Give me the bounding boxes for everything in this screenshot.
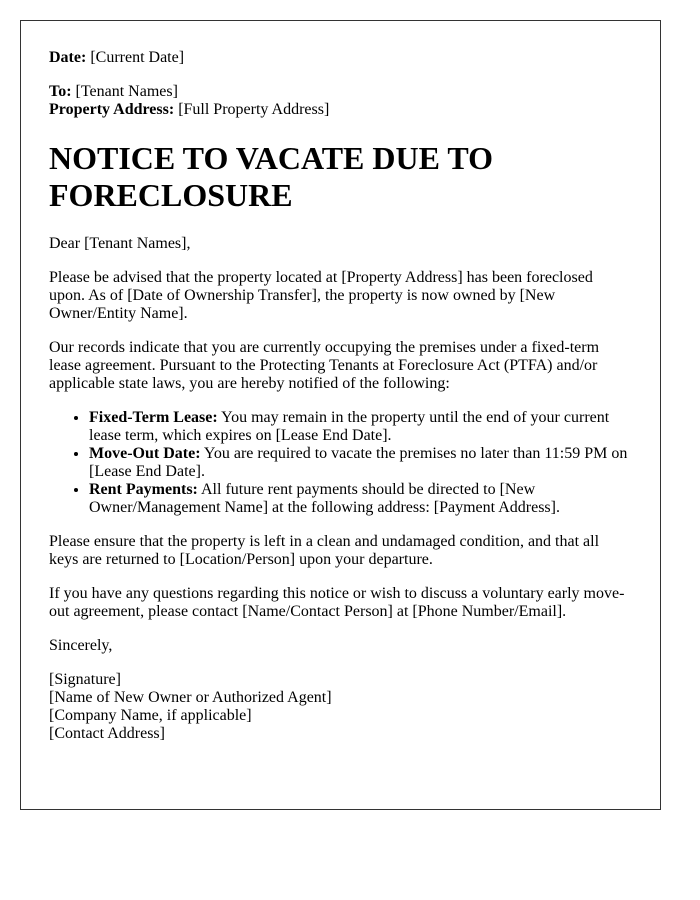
list-item-text: You may remain in the property until the end of your current lease term, which expires on [Lease End Date].: [89, 409, 610, 444]
to-label: To:: [49, 83, 72, 100]
list-item-rent-payments: [89, 481, 632, 517]
to-value: [Tenant Names]: [75, 83, 178, 100]
questions-paragraph: If you have any questions regarding this notice or wish to discuss a voluntary early move-out agreement, please contact [Name/Contact Person] at [Phone Number/Email].: [49, 585, 625, 620]
list-item-fixed-term-lease: [89, 409, 632, 445]
company-name: [Company Name, if applicable]: [49, 707, 252, 724]
date-value: [Current Date]: [90, 49, 185, 66]
contact-address: [Contact Address]: [49, 725, 165, 742]
signature-block: [49, 671, 632, 743]
letter-container: [20, 20, 661, 810]
to-line: [49, 83, 632, 101]
records-paragraph: Our records indicate that you are currently occupying the premises under a fixed-term lease agreement. Pursuant to the Protecting Tenants at Foreclosure Act (PTFA) and/or applicable state laws, you are hereby notified of the following:: [49, 339, 600, 392]
closing: Sincerely,: [49, 637, 113, 654]
list-item-label: Move-Out Date:: [89, 445, 201, 462]
list-item-move-out-date: [89, 445, 632, 481]
condition-paragraph: Please ensure that the property is left in a clean and undamaged condition, and that all keys are returned to [Location/Person] upon your departure.: [49, 533, 600, 568]
property-address-line: [49, 101, 632, 119]
list-item-label: Fixed-Term Lease:: [89, 409, 218, 426]
signer-name: [Name of New Owner or Authorized Agent]: [49, 689, 332, 706]
date-line: [49, 49, 632, 67]
list-item-text: You are required to vacate the premises no later than 11:59 PM on [Lease End Date].: [89, 445, 628, 480]
property-address-value: [Full Property Address]: [178, 101, 330, 118]
notice-title: NOTICE TO VACATE DUE TO FORECLOSURE: [49, 140, 494, 213]
date-label: Date:: [49, 49, 87, 66]
property-address-label: Property Address:: [49, 101, 175, 118]
notice-terms-list: [49, 409, 632, 517]
salutation: Dear [Tenant Names],: [49, 235, 191, 252]
intro-paragraph: Please be advised that the property located at [Property Address] has been foreclosed upon. As of [Date of Ownership Transfer], the property is now owned by [New Owner/Entity Name].: [49, 269, 593, 322]
signature-line: [Signature]: [49, 671, 121, 688]
list-item-text: All future rent payments should be directed to [New Owner/Management Name] at the following address: [Payment Address].: [89, 481, 560, 516]
list-item-label: Rent Payments:: [89, 481, 198, 498]
